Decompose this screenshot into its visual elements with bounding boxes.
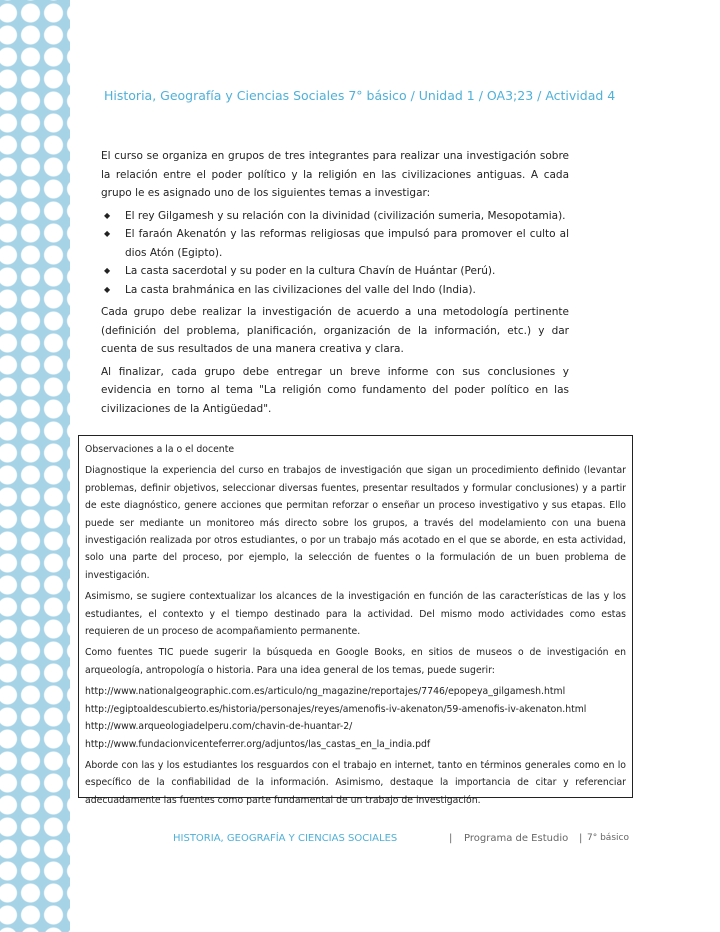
page-title: Historia, Geografía y Ciencias Sociales 7° básico / Unidad 1 / OA3;23 / Actividad 4 (104, 88, 616, 103)
deliverable-paragraph: Al finalizar, cada grupo debe entregar un breve informe con sus conclusiones y evidencia en torno al tema "La religión como fundamento del poder político en las civilizaciones de la Antigüedad". (101, 365, 569, 415)
list-item: ◆ La casta brahmánica en las civilizaciones del valle del Indo (India). (125, 281, 569, 300)
decorative-side-strip (0, 0, 70, 932)
footer-separator: | (579, 833, 583, 844)
url-link[interactable]: http://www.nationalgeographic.com.es/articulo/ng_magazine/reportajes/7746/epopeya_gilgamesh.html (85, 686, 566, 698)
observations-title: Observaciones a la o el docente (85, 444, 235, 455)
footer-program: Programa de Estudio (464, 833, 569, 844)
bullet-icon: ◆ (104, 229, 111, 238)
url-link[interactable]: http://www.arqueologiadelperu.com/chavin-de-huantar-2/ (85, 721, 353, 733)
url-link[interactable]: http://egiptoaldescubierto.es/historia/personajes/reyes/amenofis-iv-akenaton/59-amenofis-iv-akenaton.html (85, 703, 587, 715)
url-link[interactable]: http://www.fundacionvicenteferrer.org/adjuntos/las_castas_en_la_india.pdf (85, 738, 431, 750)
list-item: ◆ El rey Gilgamesh y su relación con la divinidad (civilización sumeria, Mesopotamia). (125, 207, 569, 226)
topics-list (101, 207, 569, 300)
footer-subject: HISTORIA, GEOGRAFÍA Y CIENCIAS SOCIALES (173, 833, 398, 844)
footer-separator: | (449, 833, 453, 844)
observations-paragraph: Diagnostique la experiencia del curso en trabajos de investigación que sigan un procedimiento definido (levantar problemas, definir objetivos, seleccionar diversas fuentes, presentar resultados y formular conclusiones) y a partir de este diagnóstico, genere acciones que permitan reforzar o enseñar un proceso investigativo y sus etapas. Ello puede ser mediante un monitoreo más directo sobre los grupos, a través del modelamiento con una buena investigación realizada por otros estudiantes, o por un trabajo más acotado en el que se aborde, en esta actividad, solo una parte del proceso, por ejemplo, la selección de fuentes o la formulación de un buen problema de investigación. (85, 465, 626, 581)
observations-paragraph: Como fuentes TIC puede sugerir la búsqueda en Google Books, en sitios de museos o de investigación en arqueología, antropología o historia. Para una idea general de los temas, puede sugerir: (85, 647, 626, 676)
footer-grade: 7° básico (587, 833, 629, 843)
intro-paragraph: El curso se organiza en grupos de tres integrantes para realizar una investigación sobre la relación entre el poder político y la religión en las civilizaciones antiguas. A cada grupo le es asignado uno de los siguientes temas a investigar: (101, 150, 569, 199)
activity-description (101, 147, 569, 422)
list-item: ◆ La casta sacerdotal y su poder en la cultura Chavín de Huántar (Perú). (125, 262, 569, 281)
observations-paragraph: Aborde con las y los estudiantes los resguardos con el trabajo en internet, tanto en términos generales como en lo específico de la confiabilidad de la información. Asimismo, destaque la importancia de citar y referenciar adecuadamente las fuentes como parte fundamental de un trabajo de investigación. (85, 759, 626, 806)
bullet-icon: ◆ (104, 210, 111, 220)
observations-paragraph: Asimismo, se sugiere contextualizar los alcances de la investigación en función de las características de las y los estudiantes, el contexto y el tiempo destinado para la actividad. Del mismo modo actividades como estas requieren de un proceso de acompañamiento permanente. (85, 591, 626, 638)
bullet-icon: ◆ (104, 284, 111, 294)
list-item: ◆ El faraón Akenatón y las reformas religiosas que impulsó para promover el culto al dios Atón (Egipto). (125, 225, 569, 262)
bullet-icon: ◆ (104, 266, 111, 275)
teacher-observations-box (78, 435, 633, 806)
methodology-paragraph: Cada grupo debe realizar la investigación de acuerdo a una metodología pertinente (definición del problema, planificación, organización de la información, etc.) y dar cuenta de sus resultados de una manera creativa y clara. (101, 306, 569, 355)
